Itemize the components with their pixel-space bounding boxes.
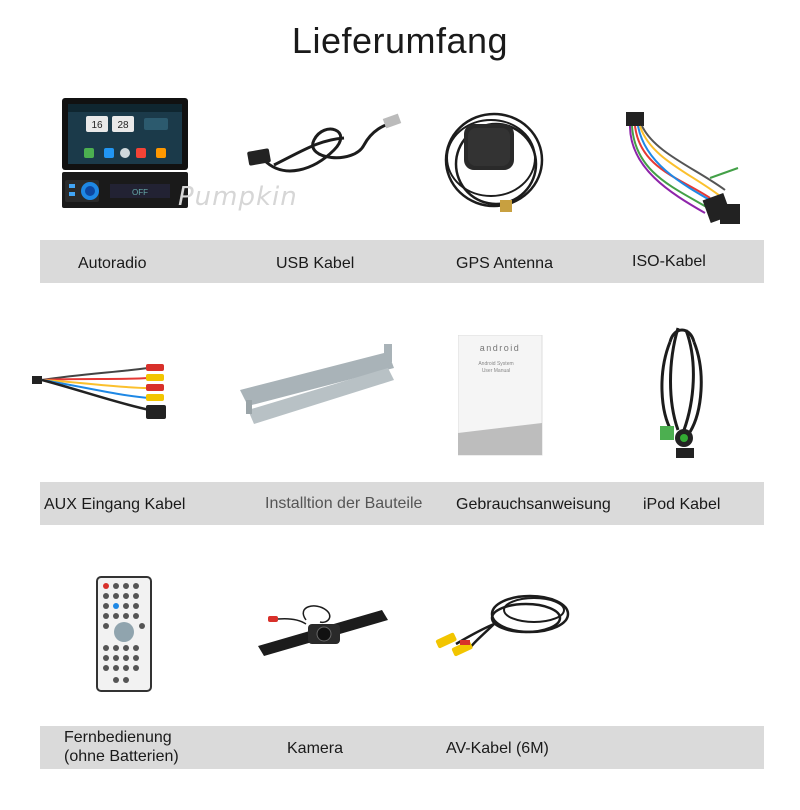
label-fernbedienung-line1: Fernbedienung xyxy=(64,729,172,746)
label-av-kabel: AV-Kabel (6M) xyxy=(446,740,549,757)
aux-cable-image xyxy=(30,358,180,428)
label-ipod-kabel: iPod Kabel xyxy=(643,496,721,513)
watermark-logo: Pumpkin xyxy=(178,182,298,212)
manual-logo: android xyxy=(479,343,521,353)
page-title: Lieferumfang xyxy=(291,20,509,61)
remote-control-image xyxy=(96,576,152,692)
camera-image xyxy=(256,600,390,660)
label-gps-antenna: GPS Antenna xyxy=(456,255,553,272)
label-fernbedienung xyxy=(64,728,179,766)
label-gebrauchsanweisung: Gebrauchsanweisung xyxy=(456,496,611,513)
clock-hours: 16 xyxy=(91,120,103,131)
mounting-brackets-image xyxy=(238,340,398,430)
av-cable-image xyxy=(430,590,574,660)
manual-image xyxy=(458,335,544,457)
label-autoradio: Autoradio xyxy=(78,255,147,272)
label-kamera: Kamera xyxy=(287,740,344,757)
label-usb-kabel: USB Kabel xyxy=(276,255,355,272)
ipod-cable-image xyxy=(650,322,710,462)
gps-antenna-image xyxy=(436,100,546,220)
autoradio-image xyxy=(60,96,192,211)
label-aux-eingang-kabel: AUX Eingang Kabel xyxy=(44,496,186,513)
iso-cable-image xyxy=(620,108,750,228)
label-fernbedienung-line2: (ohne Batterien) xyxy=(64,748,179,765)
label-installtion-der-bauteile: Installtion der Bauteile xyxy=(265,495,423,512)
label-iso-kabel: ISO-Kabel xyxy=(632,253,706,270)
radio-display-text: OFF xyxy=(132,188,148,197)
clock-minutes: 28 xyxy=(117,120,129,131)
manual-line-2: User Manual xyxy=(481,368,511,374)
usb-cable-image xyxy=(244,110,404,185)
manual-line-1: Android System xyxy=(478,361,514,367)
